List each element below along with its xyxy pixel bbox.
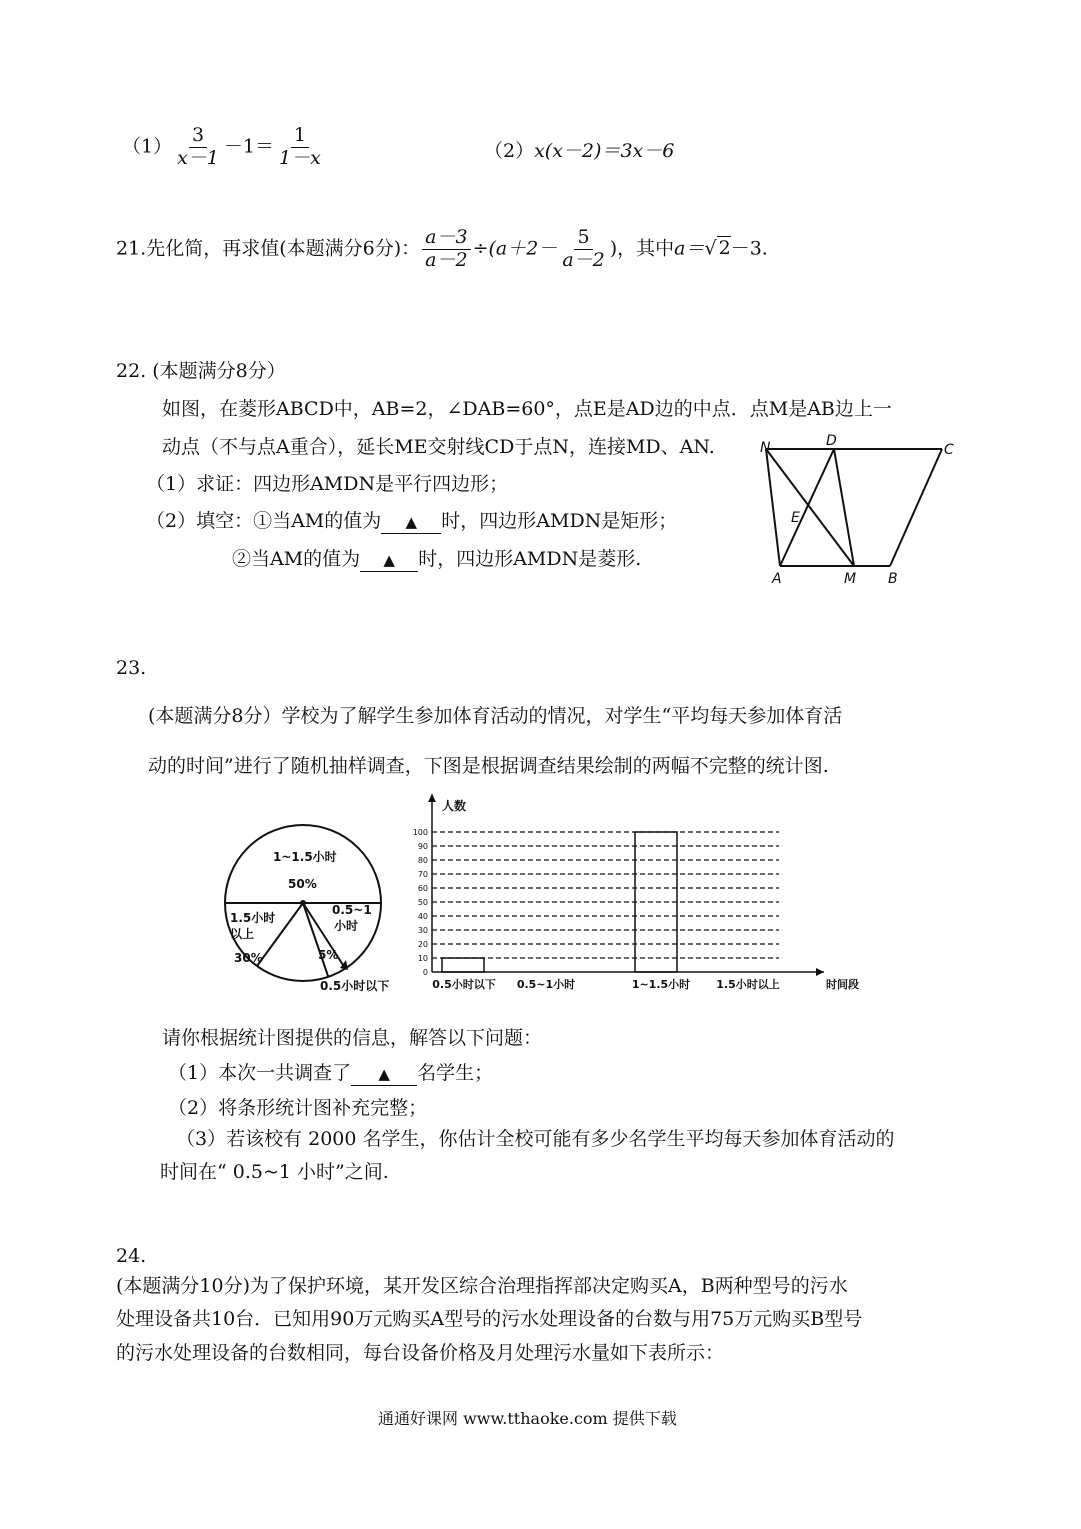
q23-number: 23. [116,657,147,679]
pie-seg3-label-b: 小时 [334,919,359,933]
y-tick-label: 60 [417,884,428,893]
page-footer: 通通好课网 www.tthaoke.com 提供下载 [378,1409,677,1428]
label-N: N [760,440,771,456]
q22-part1: （1）求证：四边形AMDN是平行四边形； [146,473,509,495]
y-tick-label: 10 [417,954,428,963]
pie-seg1-pct: 50% [288,877,317,891]
x-tick-label: 0.5~1小时 [516,978,576,991]
x-tick-label: 0.5小时以下 [432,978,496,991]
y-axis-label: 人数 [442,799,467,813]
label-B: B [888,571,898,587]
y-tick-label: 40 [417,912,428,921]
x-axis-arrow [816,968,824,976]
q23-line1: (本题满分8分）学校为了解学生参加体育活动的情况，对学生“平均每天参加体育活 [148,705,843,727]
label-C: C [944,442,954,458]
x-axis-label: 时间段 [826,978,859,991]
x-tick-label: 1~1.5小时 [631,978,691,991]
pie-seg2-pct: 30% [234,951,263,965]
q23-sub3-line1: （3）若该校有 2000 名学生，你估计全校可能有多少名学生平均每天参加体育活动的 [176,1128,895,1150]
q22-line1: 如图，在菱形ABCD中，AB=2，∠DAB=60°，点E是AD边的中点．点M是AB边上一 [162,398,892,420]
y-tick-label: 100 [412,828,428,837]
bar-chart [404,786,859,998]
q23-sub3-line2: 时间在“ 0.5~1 小时”之间. [160,1161,389,1183]
label-D: D [826,433,837,449]
q24-line3: 的污水处理设备的台数相同，每台设备价格及月处理污水量如下表所示： [116,1342,725,1364]
q24-line1: (本题满分10分)为了保护环境，某开发区综合治理指挥部决定购买A，B两种型号的污水 [116,1275,848,1297]
bar-0 [442,958,484,972]
y-axis-arrow [428,794,436,802]
q20-part2: （2）x(x－2)＝3x－6 [484,140,675,162]
pie-seg4-pct: 5% [318,948,339,962]
q23-sub2: （2）将条形统计图补充完整； [168,1097,428,1119]
q22-header: 22. (本题满分8分） [116,360,286,382]
x-tick-label: 1.5小时以上 [716,978,780,991]
label-E: E [791,510,800,526]
q20-part1: （1） $\frac{3}{x-1}$ －1＝ $\frac{1}{1-x}$ [122,125,326,170]
y-tick-label: 20 [417,940,428,949]
y-tick-label: 90 [417,842,428,851]
y-tick-label: 30 [417,926,428,935]
pie-seg1-label: 1~1.5小时 [273,850,337,864]
q24-number: 24. [116,1245,147,1267]
q21-frac1: $\frac{a-3}{a-2}$ [422,227,470,272]
q21-line: 21.先化简，再求值(本题满分6分)： $\frac{a-3}{a-2}$ ÷(a＋2－ $\frac{5}{a-2}$ )，其中a＝√ 2－3. [116,226,768,271]
label-M: M [844,571,857,587]
q20-frac-lhs: $\frac{3}{x-1}$ [177,124,219,169]
y-tick-label: 50 [417,898,428,907]
q23-prompt: 请你根据统计图提供的信息，解答以下问题： [162,1027,543,1049]
y-tick-label: 70 [417,870,428,879]
y-tick-label: 0 [422,968,428,977]
pie-chart [218,818,398,998]
pie-seg4-label: 0.5小时以下 [320,979,390,993]
q24-line2: 处理设备共10台．已知用90万元购买A型号的污水处理设备的台数与用75万元购买B型号 [116,1308,863,1330]
label-A: A [772,571,782,587]
pie-seg2-label-b: 以上 [230,927,255,941]
q23-line2: 动的时间”进行了随机抽样调查，下图是根据调查结果绘制的两幅不完整的统计图. [148,755,829,777]
q22-part2a: （2）填空：①当AM的值为 ▲ 时，四边形AMDN是矩形； [146,510,678,532]
q22-part2b: ②当AM的值为 ▲ 时，四边形AMDN是菱形. [232,548,642,570]
pie-seg3-label-a: 0.5~1 [332,903,372,917]
q23-sub1: （1）本次一共调查了 ▲ 名学生； [168,1062,494,1084]
q20-frac-rhs: $\frac{1}{1-x}$ [279,124,321,169]
q22-line2: 动点（不与点A重合），延长ME交射线CD于点N，连接MD、AN. [162,436,715,458]
q21-frac2: $\frac{5}{a-2}$ [562,226,605,271]
y-tick-label: 80 [417,856,428,865]
rhombus-figure [740,430,970,590]
pie-seg2-label-a: 1.5小时 [230,911,276,925]
